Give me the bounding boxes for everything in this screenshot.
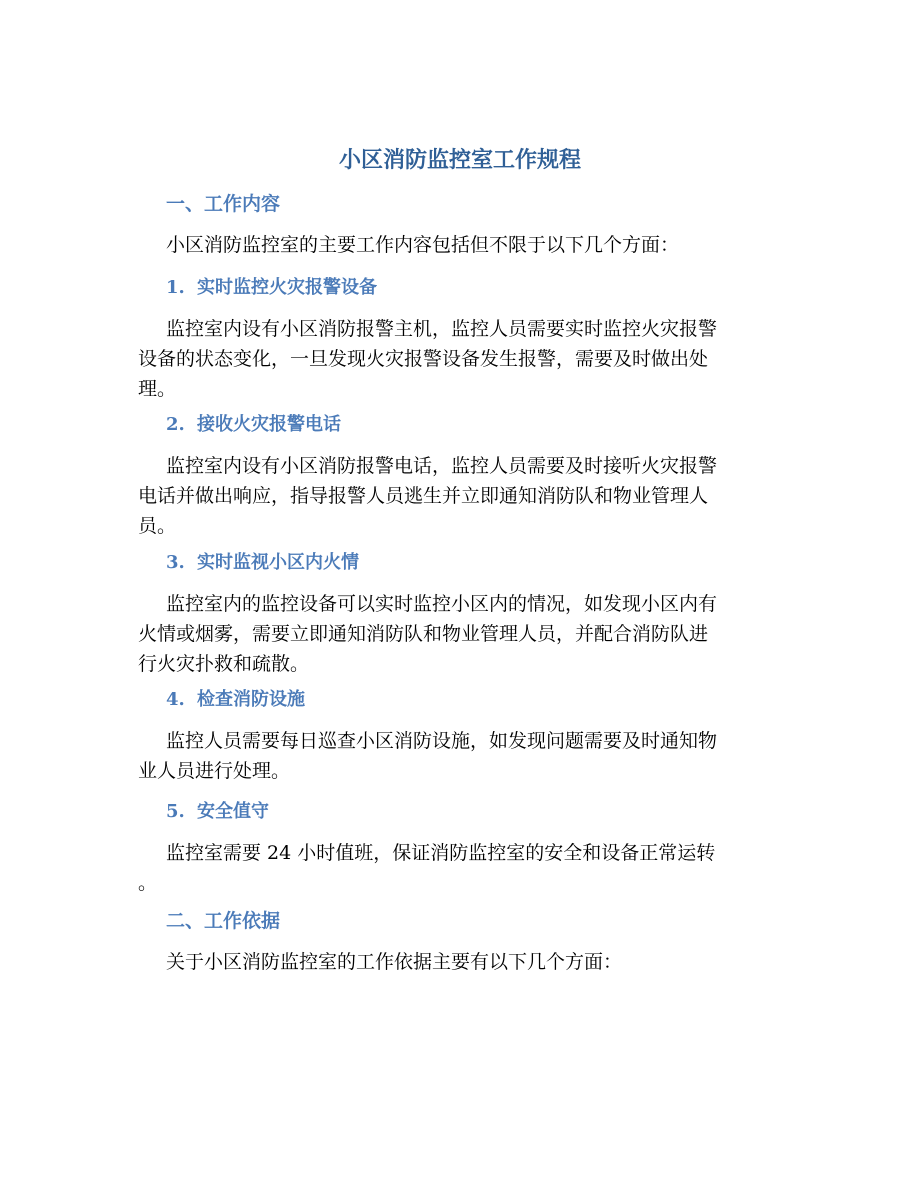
item-heading-text: 实时监控火灾报警设备 bbox=[197, 277, 377, 298]
item-paragraph-1 bbox=[138, 314, 788, 404]
item-number: 3. bbox=[166, 552, 185, 573]
item-paragraph-4 bbox=[138, 726, 788, 786]
item-heading-5 bbox=[166, 797, 269, 827]
item-heading-text: 接收火灾报警电话 bbox=[197, 414, 341, 435]
item-paragraph-3 bbox=[138, 589, 788, 679]
paragraph-line: 监控室内设有小区消防报警电话，监控人员需要及时接听火灾报警 bbox=[166, 455, 718, 477]
paragraph-line: 。 bbox=[138, 872, 158, 894]
paragraph-line: 小区消防监控室的主要工作内容包括但不限于以下几个方面： bbox=[166, 234, 680, 256]
item-number: 1. bbox=[166, 277, 185, 298]
item-number: 2. bbox=[166, 414, 185, 435]
document-title: 小区消防监控室工作规程 bbox=[338, 147, 581, 173]
item-heading-text: 检查消防设施 bbox=[197, 689, 305, 710]
item-heading-text: 实时监视小区内火情 bbox=[197, 552, 359, 573]
item-heading-3 bbox=[166, 548, 359, 578]
section-heading-work-content: 一、工作内容 bbox=[166, 193, 281, 215]
item-heading-text: 安全值守 bbox=[197, 801, 269, 822]
paragraph-line: 员。 bbox=[138, 515, 177, 537]
paragraph-line: 理。 bbox=[138, 378, 177, 400]
item-heading-2 bbox=[166, 410, 341, 440]
item-number: 5. bbox=[166, 801, 185, 822]
paragraph-line: 关于小区消防监控室的工作依据主要有以下几个方面： bbox=[166, 951, 623, 973]
paragraph-line: 行火灾扑救和疏散。 bbox=[138, 653, 310, 675]
paragraph-line: 火情或烟雾，需要立即通知消防队和物业管理人员，并配合消防队进 bbox=[138, 623, 709, 645]
paragraph-line: 电话并做出响应，指导报警人员逃生并立即通知消防队和物业管理人 bbox=[138, 485, 709, 507]
paragraph-line: 监控室内设有小区消防报警主机，监控人员需要实时监控火灾报警 bbox=[166, 318, 718, 340]
section-intro-paragraph bbox=[138, 230, 788, 260]
paragraph-line: 监控室内的监控设备可以实时监控小区内的情况，如发现小区内有 bbox=[166, 593, 718, 615]
section-heading-work-basis: 二、工作依据 bbox=[166, 910, 281, 932]
paragraph-line: 监控人员需要每日巡查小区消防设施，如发现问题需要及时通知物 bbox=[166, 730, 718, 752]
item-number: 4. bbox=[166, 689, 185, 710]
paragraph-line: 业人员进行处理。 bbox=[138, 760, 291, 782]
item-heading-1 bbox=[166, 273, 377, 303]
paragraph-line: 监控室需要 24 小时值班，保证消防监控室的安全和设备正常运转 bbox=[166, 842, 716, 864]
item-heading-4 bbox=[166, 685, 305, 715]
item-paragraph-5 bbox=[138, 838, 788, 898]
paragraph-line: 设备的状态变化，一旦发现火灾报警设备发生报警，需要及时做出处 bbox=[138, 348, 709, 370]
section-intro-paragraph bbox=[138, 947, 788, 977]
item-paragraph-2 bbox=[138, 451, 788, 541]
